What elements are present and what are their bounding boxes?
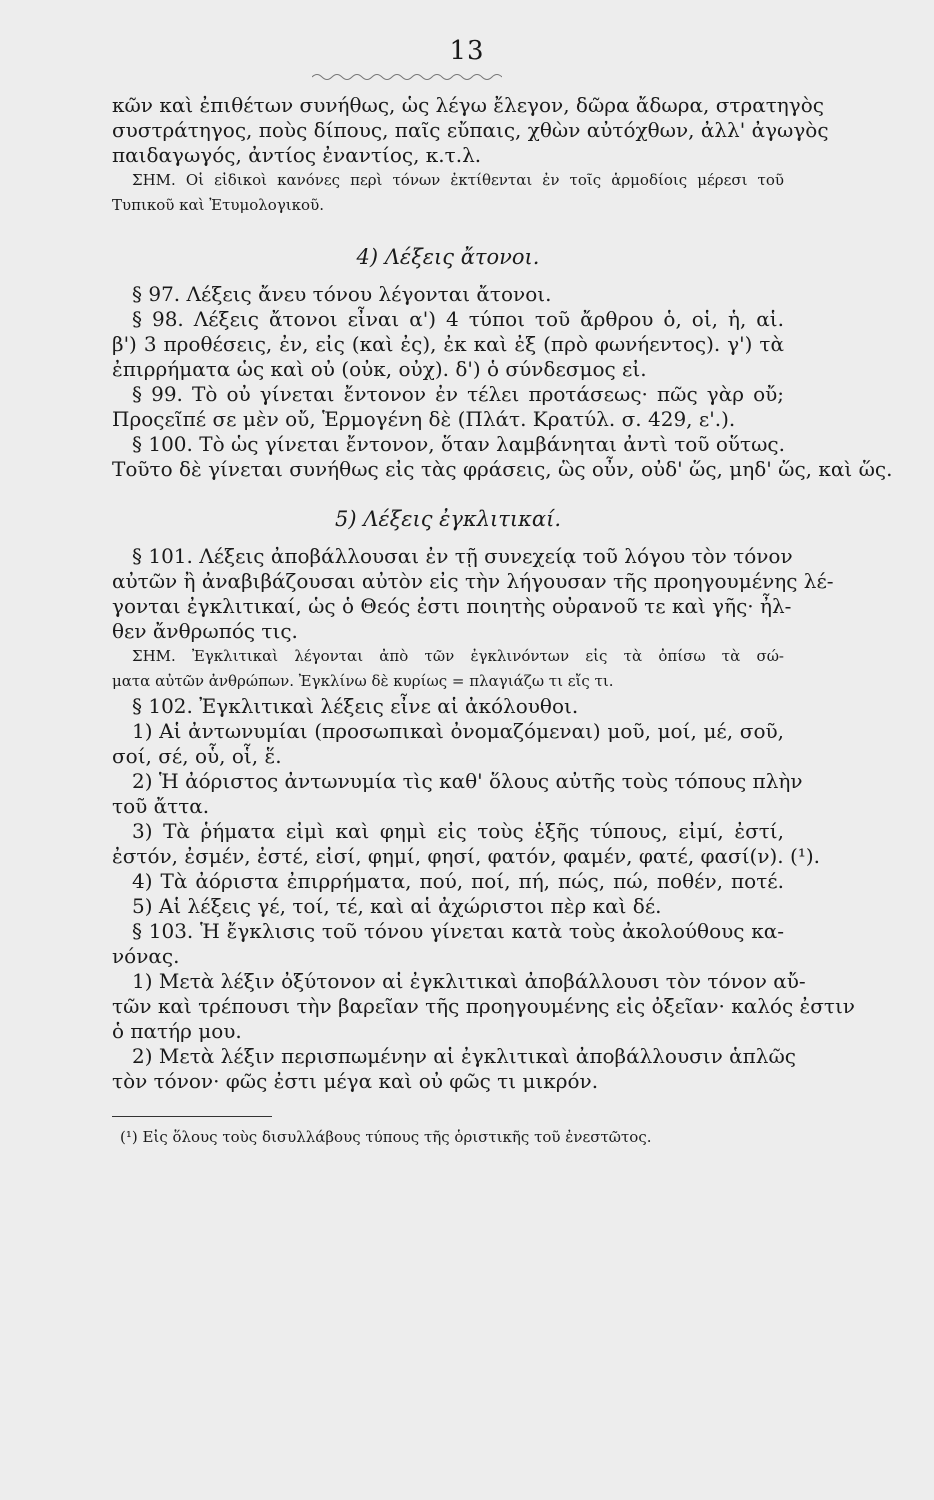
text-line: ἐστόν, ἐσμέν, ἐστέ, εἰσί, φημί, φησί, φατόν, φαμέν, φατέ, φασί(ν). (¹).	[112, 844, 820, 868]
list-item: 5) Αἱ λέξεις γέ, τοί, τέ, καὶ αἱ ἀχώριστοι πὲρ καὶ δέ.	[132, 894, 662, 918]
footnote-rule	[112, 1116, 272, 1117]
list-item: 4) Τὰ ἀόριστα ἐπιρρήματα, πού, ποί, πή, πώς, πώ, ποθέν, ποτέ.	[132, 869, 784, 893]
section-heading: 4) Λέξεις ἄτονοι.	[356, 245, 540, 269]
paragraph-101: § 101. Λέξεις ἀποβάλλουσαι ἐν τῇ συνεχείᾳ τοῦ λόγου τὸν τόνον	[132, 544, 793, 568]
paragraph-97: § 97. Λέξεις ἄνευ τόνου λέγονται ἄτονοι.	[132, 282, 552, 306]
note-line: ματα αὐτῶν ἀνθρώπων. Ἐγκλίνω δὲ κυρίως = πλαγιάζω τι εἴς τι.	[112, 672, 614, 690]
text-line: σοί, σέ, οὗ, οἷ, ἕ.	[112, 744, 282, 768]
list-item: 1) Αἱ ἀντωνυμίαι (προσωπικαὶ ὀνομαζόμεναι) μοῦ, μοί, μέ, σοῦ,	[132, 719, 784, 743]
list-item: 3) Τὰ ῥήματα εἰμὶ καὶ φημὶ εἰς τοὺς ἑξῆς τύπους, εἰμί, ἐστί,	[132, 819, 784, 843]
text-line: Τοῦτο δὲ γίνεται συνήθως εἰς τὰς φράσεις, ὣς οὖν, οὐδ' ὥς, μηδ' ὥς, καὶ ὥς.	[112, 457, 893, 481]
note-line: ΣΗΜ. Οἱ εἰδικοὶ κανόνες περὶ τόνων ἐκτίθενται ἐν τοῖς ἁρμοδίοις μέρεσι τοῦ	[132, 171, 784, 189]
text-line: αὐτῶν ἢ ἀναβιβάζουσαι αὐτὸν εἰς τὴν λήγουσαν τῆς προηγουμένης λέ-	[112, 569, 834, 593]
body-text	[112, 93, 893, 1147]
paragraph-102: § 102. Ἐγκλιτικαὶ λέξεις εἶνε αἱ ἀκόλουθοι.	[132, 694, 579, 718]
page-number: 13	[449, 36, 485, 66]
text-line: γονται ἐγκλιτικαί, ὡς ὁ Θεός ἐστι ποιητὴς οὐρανοῦ τε καὶ γῆς· ἦλ-	[112, 594, 792, 618]
text-line: Προςεῖπέ σε μὲν οὔ, Ἑρμογένη δὲ (Πλάτ. Κρατύλ. σ. 429, ε'.).	[112, 407, 736, 431]
paragraph-100: § 100. Τὸ ὡς γίνεται ἔντονον, ὅταν λαμβάνηται ἀντὶ τοῦ οὕτως.	[132, 432, 785, 456]
section-heading: 5) Λέξεις ἐγκλιτικαί.	[334, 507, 562, 531]
paragraph-99: § 99. Τὸ οὐ γίνεται ἔντονον ἐν τέλει προτάσεως· πῶς γὰρ οὔ;	[132, 382, 784, 406]
spacer	[112, 482, 784, 494]
note-line: ΣΗΜ. Ἐγκλιτικαὶ λέγονται ἀπὸ τῶν ἐγκλινόντων εἰς τὰ ὀπίσω τὰ σώ-	[132, 647, 784, 665]
text-line: τοῦ ἄττα.	[112, 794, 210, 818]
text-line: τὸν τόνον· φῶς ἐστι μέγα καὶ οὐ φῶς τι μικρόν.	[112, 1069, 599, 1093]
wavy-rule-ornament	[312, 70, 502, 84]
footnote: (¹) Εἰς ὅλους τοὺς δισυλλάβους τύπους τῆς ὁριστικῆς τοῦ ἐνεστῶτος.	[120, 1128, 652, 1146]
text-line: νόνας.	[112, 944, 180, 968]
text-line: συστράτηγος, ποὺς δίπους, παῖς εὔπαις, χθὼν αὐτόχθων, ἀλλ' ἀγωγὸς	[112, 118, 829, 142]
list-item: 2) Μετὰ λέξιν περισπωμένην αἱ ἐγκλιτικαὶ ἀποβάλλουσιν ἁπλῶς	[132, 1044, 796, 1068]
list-item: 1) Μετὰ λέξιν ὀξύτονον αἱ ἐγκλιτικαὶ ἀποβάλλουσι τὸν τόνον αὔ-	[132, 969, 806, 993]
text-line: κῶν καὶ ἐπιθέτων συνήθως, ὡς λέγω ἔλεγον, δῶρα ἄδωρα, στρατηγὸς	[112, 93, 824, 117]
list-item: 2) Ἡ ἀόριστος ἀντωνυμία τὶς καθ' ὅλους αὐτῆς τοὺς τόπους πλὴν	[132, 769, 803, 793]
text-line: ἐπιρρήματα ὡς καὶ οὐ (οὐκ, οὐχ). δ') ὁ σύνδεσμος εἰ.	[112, 357, 647, 381]
note-line: Τυπικοῦ καὶ Ἐτυμολογικοῦ.	[112, 196, 324, 214]
text-line: β') 3 προθέσεις, ἐν, εἰς (καὶ ἐς), ἐκ καὶ ἐξ (πρὸ φωνήεντος). γ') τὰ	[112, 332, 784, 356]
text-line: παιδαγωγός, ἀντίος ἐναντίος, κ.τ.λ.	[112, 143, 482, 167]
paragraph-98: § 98. Λέξεις ἄτονοι εἶναι α') 4 τύποι τοῦ ἄρθρου ὁ, οἱ, ἡ, αἱ.	[132, 307, 784, 331]
text-line: τῶν καὶ τρέπουσι τὴν βαρεῖαν τῆς προηγουμένης εἰς ὀξεῖαν· καλός ἐστιν	[112, 994, 855, 1018]
paragraph-103: § 103. Ἡ ἔγκλισις τοῦ τόνου γίνεται κατὰ τοὺς ἀκολούθους κα-	[132, 919, 784, 943]
text-line: θεν ἄνθρωπός τις.	[112, 619, 298, 643]
spacer	[112, 218, 784, 232]
text-line: ὁ πατήρ μου.	[112, 1019, 242, 1043]
